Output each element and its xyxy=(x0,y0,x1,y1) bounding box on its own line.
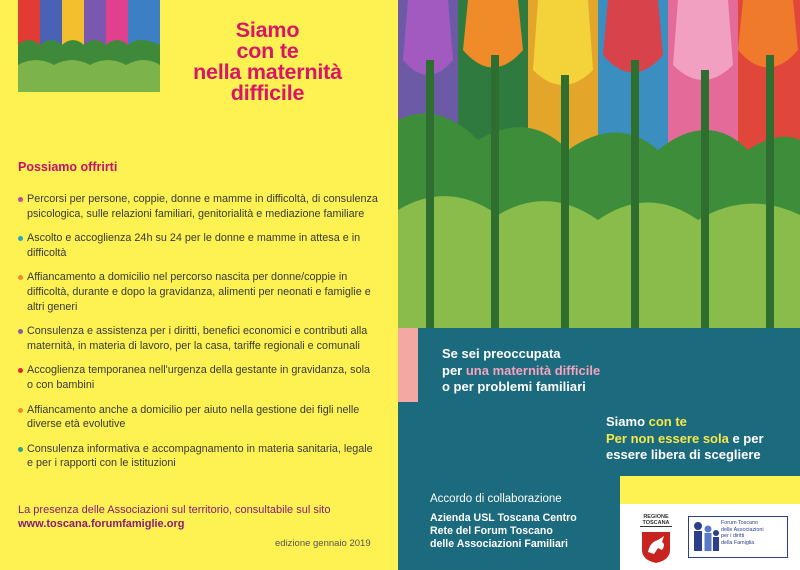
right-panel xyxy=(398,0,800,570)
concern-line: o per problemi familiari xyxy=(442,379,586,394)
support-text: e per essere libera di scegliere xyxy=(606,430,764,462)
offer-heading: Possiamo offrirti xyxy=(18,160,118,174)
forum-toscano-logo xyxy=(688,516,788,558)
website-link[interactable]: www.toscana.forumfamiglie.org xyxy=(18,518,185,530)
offer-text: Affiancamento a domicilio nel percorso nascita per donne/coppie in difficoltà, durante e dopo la gravidanza, alimenti per neonati e famiglie e altri generi xyxy=(27,271,371,313)
family-figures-icon xyxy=(691,519,721,555)
tulip-artwork-image xyxy=(398,0,800,328)
message-panel xyxy=(398,328,800,476)
title-line: Siamo xyxy=(235,18,300,42)
offer-text: Ascolto e accoglienza 24h su 24 per le donne e mamme in attesa e in difficoltà xyxy=(27,232,361,259)
edition-label: edizione gennaio 2019 xyxy=(275,538,371,549)
accord-line: Rete del Forum Toscano xyxy=(430,525,553,538)
concern-message xyxy=(442,346,600,396)
left-panel xyxy=(0,0,398,570)
offer-list xyxy=(18,192,378,471)
offer-text: Affiancamento anche a domicilio per aiuto nella gestione dei figli nelle diverse età evolutive xyxy=(27,403,360,431)
support-highlight: Per non essere sola xyxy=(606,430,729,446)
bullet-dot-icon xyxy=(18,236,23,241)
forum-logo-text: delle Associazioni xyxy=(721,526,764,533)
forum-logo-text: per i diritti xyxy=(721,533,745,539)
bullet-dot-icon xyxy=(18,197,23,202)
bullet-dot-icon xyxy=(18,408,23,413)
accord-line: delle Associazioni Familiari xyxy=(430,538,568,551)
concern-line: Se sei preoccupata xyxy=(442,346,561,361)
bullet-dot-icon xyxy=(18,447,23,452)
regione-logo-text: TOSCANA xyxy=(640,520,672,527)
offer-item xyxy=(18,363,378,392)
yellow-accent-bar xyxy=(620,476,800,504)
offer-text: Consulenza e assistenza per i diritti, benefici economici e contributi alla maternità, in materia di lavoro, per la casa, tariffe regionali e comunali xyxy=(27,325,368,352)
offer-item xyxy=(18,192,378,221)
tulip-thumbnail-image xyxy=(18,0,160,92)
pegasus-shield-icon xyxy=(640,530,672,564)
accord-heading: Accordo di collaborazione xyxy=(430,493,562,505)
offer-item xyxy=(18,270,378,314)
concern-prefix: per xyxy=(442,362,466,378)
offer-text: Percorsi per persone, coppie, donne e mamme in difficoltà, di consulenza psicologica, sulle relazioni familiari, genitorialità e mediazione familiare xyxy=(27,193,378,220)
accord-parties xyxy=(430,512,577,552)
accord-panel xyxy=(398,476,620,570)
offer-item xyxy=(18,403,378,432)
pink-accent-bar xyxy=(398,328,418,402)
offer-item xyxy=(18,442,378,471)
presence-text: La presenza delle Associazioni sul territorio, consultabile sul sito xyxy=(18,504,331,516)
offer-item xyxy=(18,231,378,260)
bullet-dot-icon xyxy=(18,275,23,280)
presence-note xyxy=(18,503,388,531)
title-line: con te xyxy=(236,39,299,63)
accord-line: Azienda USL Toscana Centro xyxy=(430,512,577,524)
logo-area xyxy=(620,504,800,570)
regione-logo-text: REGIONE xyxy=(643,514,669,520)
main-title xyxy=(160,20,375,104)
title-line: difficile xyxy=(230,81,305,105)
forum-logo-text: della Famiglia xyxy=(721,539,755,546)
title-line: nella maternità xyxy=(193,60,342,84)
concern-highlight: una maternità difficile xyxy=(465,362,601,378)
offer-item xyxy=(18,324,378,353)
bullet-dot-icon xyxy=(18,329,23,334)
forum-logo-text: Forum Toscano xyxy=(721,520,759,526)
regione-toscana-logo xyxy=(640,514,672,569)
bullet-dot-icon xyxy=(18,368,23,373)
support-highlight: con te xyxy=(648,414,687,429)
concern-line xyxy=(442,363,600,380)
offer-text: Accoglienza temporanea nell'urgenza della gestante in gravidanza, sola o con bambini xyxy=(27,364,370,391)
support-message xyxy=(606,414,786,464)
support-text: Siamo xyxy=(606,414,649,429)
offer-text: Consulenza informativa e accompagnamento in materia sanitaria, legale e per i rapporti con le istituzioni xyxy=(27,442,373,470)
